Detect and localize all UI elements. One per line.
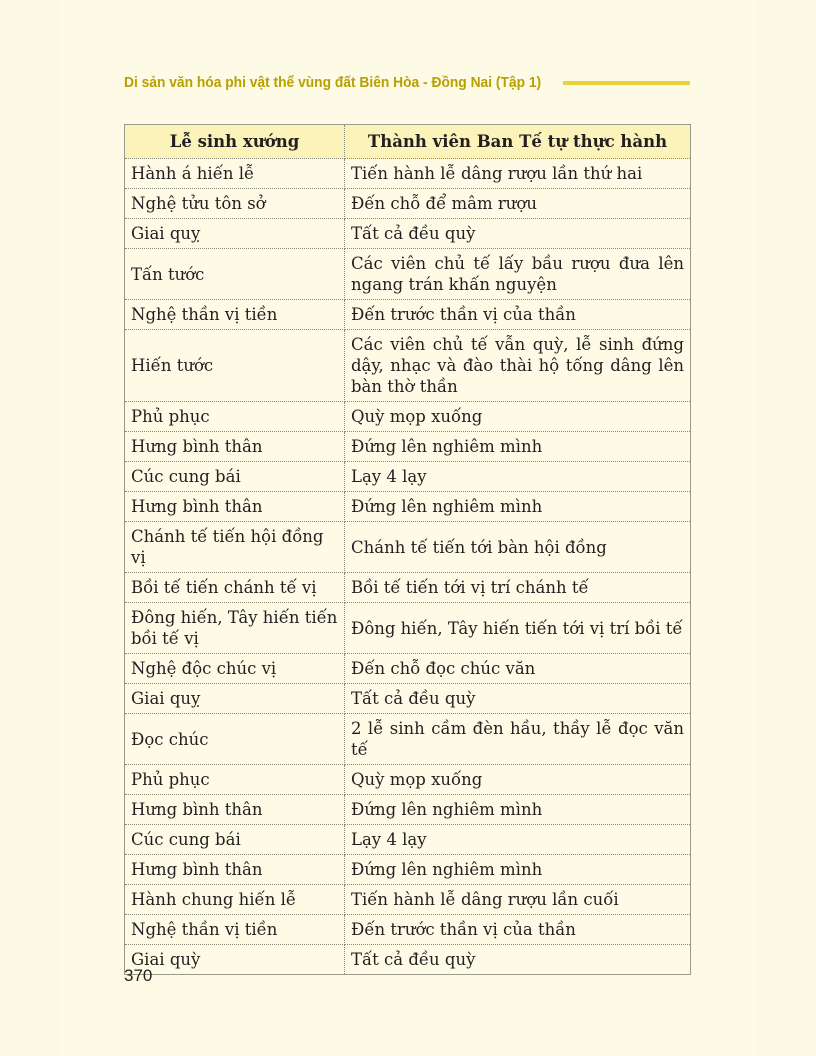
cell-le-sinh-xuong: Đông hiến, Tây hiến tiến bồi tế vị: [125, 603, 345, 654]
table-row: [125, 462, 691, 492]
cell-le-sinh-xuong: Giai quỵ: [125, 219, 345, 249]
table-header-row: [125, 125, 691, 159]
table-row: [125, 654, 691, 684]
cell-le-sinh-xuong: Cúc cung bái: [125, 825, 345, 855]
cell-thuc-hanh: Đứng lên nghiêm mình: [345, 492, 691, 522]
table-row: [125, 330, 691, 402]
cell-le-sinh-xuong: Hưng bình thân: [125, 432, 345, 462]
cell-thuc-hanh: Đứng lên nghiêm mình: [345, 795, 691, 825]
cell-le-sinh-xuong: Hiến tước: [125, 330, 345, 402]
cell-thuc-hanh: Đứng lên nghiêm mình: [345, 855, 691, 885]
cell-thuc-hanh: Đến chỗ để mâm rượu: [345, 189, 691, 219]
table-row: [125, 684, 691, 714]
cell-le-sinh-xuong: Hành á hiến lễ: [125, 159, 345, 189]
table-row: [125, 945, 691, 975]
cell-thuc-hanh: Quỳ mọp xuống: [345, 765, 691, 795]
table-row: [125, 795, 691, 825]
cell-le-sinh-xuong: Đọc chúc: [125, 714, 345, 765]
cell-thuc-hanh: Tất cả đều quỳ: [345, 945, 691, 975]
table-row: [125, 402, 691, 432]
table-row: [125, 522, 691, 573]
cell-thuc-hanh: Tiến hành lễ dâng rượu lần thứ hai: [345, 159, 691, 189]
table-row: [125, 915, 691, 945]
cell-thuc-hanh: Lạy 4 lạy: [345, 825, 691, 855]
table-row: [125, 432, 691, 462]
ritual-table: [124, 124, 691, 975]
running-header: [124, 70, 690, 94]
cell-le-sinh-xuong: Chánh tế tiến hội đồng vị: [125, 522, 345, 573]
cell-le-sinh-xuong: Giai quỳ: [125, 945, 345, 975]
cell-le-sinh-xuong: Giai quỵ: [125, 684, 345, 714]
cell-thuc-hanh: Các viên chủ tế vẫn quỳ, lễ sinh đứng dậy, nhạc và đào thài hộ tống dâng lên bàn thờ thần: [345, 330, 691, 402]
table-row: [125, 765, 691, 795]
cell-thuc-hanh: Đến chỗ đọc chúc văn: [345, 654, 691, 684]
column-header-thanh-vien: Thành viên Ban Tế tự thực hành: [345, 125, 691, 159]
cell-le-sinh-xuong: Phủ phục: [125, 765, 345, 795]
cell-le-sinh-xuong: Nghệ tửu tôn sở: [125, 189, 345, 219]
cell-le-sinh-xuong: Nghệ thần vị tiền: [125, 915, 345, 945]
table-row: [125, 249, 691, 300]
table-row: [125, 300, 691, 330]
cell-thuc-hanh: Đến trước thần vị của thần: [345, 300, 691, 330]
cell-thuc-hanh: Quỳ mọp xuống: [345, 402, 691, 432]
cell-thuc-hanh: Bồi tế tiến tới vị trí chánh tế: [345, 573, 691, 603]
cell-thuc-hanh: Đến trước thần vị của thần: [345, 915, 691, 945]
page-number: 370: [124, 966, 153, 985]
table-row: [125, 492, 691, 522]
column-header-le-sinh-xuong: Lễ sinh xướng: [125, 125, 345, 159]
cell-le-sinh-xuong: Hưng bình thân: [125, 795, 345, 825]
cell-thuc-hanh: 2 lễ sinh cầm đèn hầu, thầy lễ đọc văn tế: [345, 714, 691, 765]
cell-le-sinh-xuong: Hưng bình thân: [125, 855, 345, 885]
cell-le-sinh-xuong: Bồi tế tiến chánh tế vị: [125, 573, 345, 603]
table-row: [125, 219, 691, 249]
cell-le-sinh-xuong: Hành chung hiến lễ: [125, 885, 345, 915]
table-row: [125, 189, 691, 219]
cell-le-sinh-xuong: Nghệ độc chúc vị: [125, 654, 345, 684]
running-title: Di sản văn hóa phi vật thể vùng đất Biên Hòa - Đồng Nai (Tập 1): [124, 73, 542, 91]
header-rule: [563, 81, 690, 85]
cell-le-sinh-xuong: Tấn tước: [125, 249, 345, 300]
table-row: [125, 714, 691, 765]
table-row: [125, 855, 691, 885]
table-row: [125, 573, 691, 603]
table-row: [125, 885, 691, 915]
cell-le-sinh-xuong: Cúc cung bái: [125, 462, 345, 492]
cell-thuc-hanh: Chánh tế tiến tới bàn hội đồng: [345, 522, 691, 573]
table-body: [125, 159, 691, 975]
table-row: [125, 825, 691, 855]
cell-thuc-hanh: Tất cả đều quỳ: [345, 684, 691, 714]
table-row: [125, 603, 691, 654]
cell-thuc-hanh: Lạy 4 lạy: [345, 462, 691, 492]
cell-le-sinh-xuong: Nghệ thần vị tiền: [125, 300, 345, 330]
cell-thuc-hanh: Đông hiến, Tây hiến tiến tới vị trí bồi tế: [345, 603, 691, 654]
cell-thuc-hanh: Tất cả đều quỳ: [345, 219, 691, 249]
cell-thuc-hanh: Tiến hành lễ dâng rượu lần cuối: [345, 885, 691, 915]
cell-le-sinh-xuong: Hưng bình thân: [125, 492, 345, 522]
cell-thuc-hanh: Đứng lên nghiêm mình: [345, 432, 691, 462]
cell-thuc-hanh: Các viên chủ tế lấy bầu rượu đưa lên ngang trán khấn nguyện: [345, 249, 691, 300]
cell-le-sinh-xuong: Phủ phục: [125, 402, 345, 432]
table-row: [125, 159, 691, 189]
